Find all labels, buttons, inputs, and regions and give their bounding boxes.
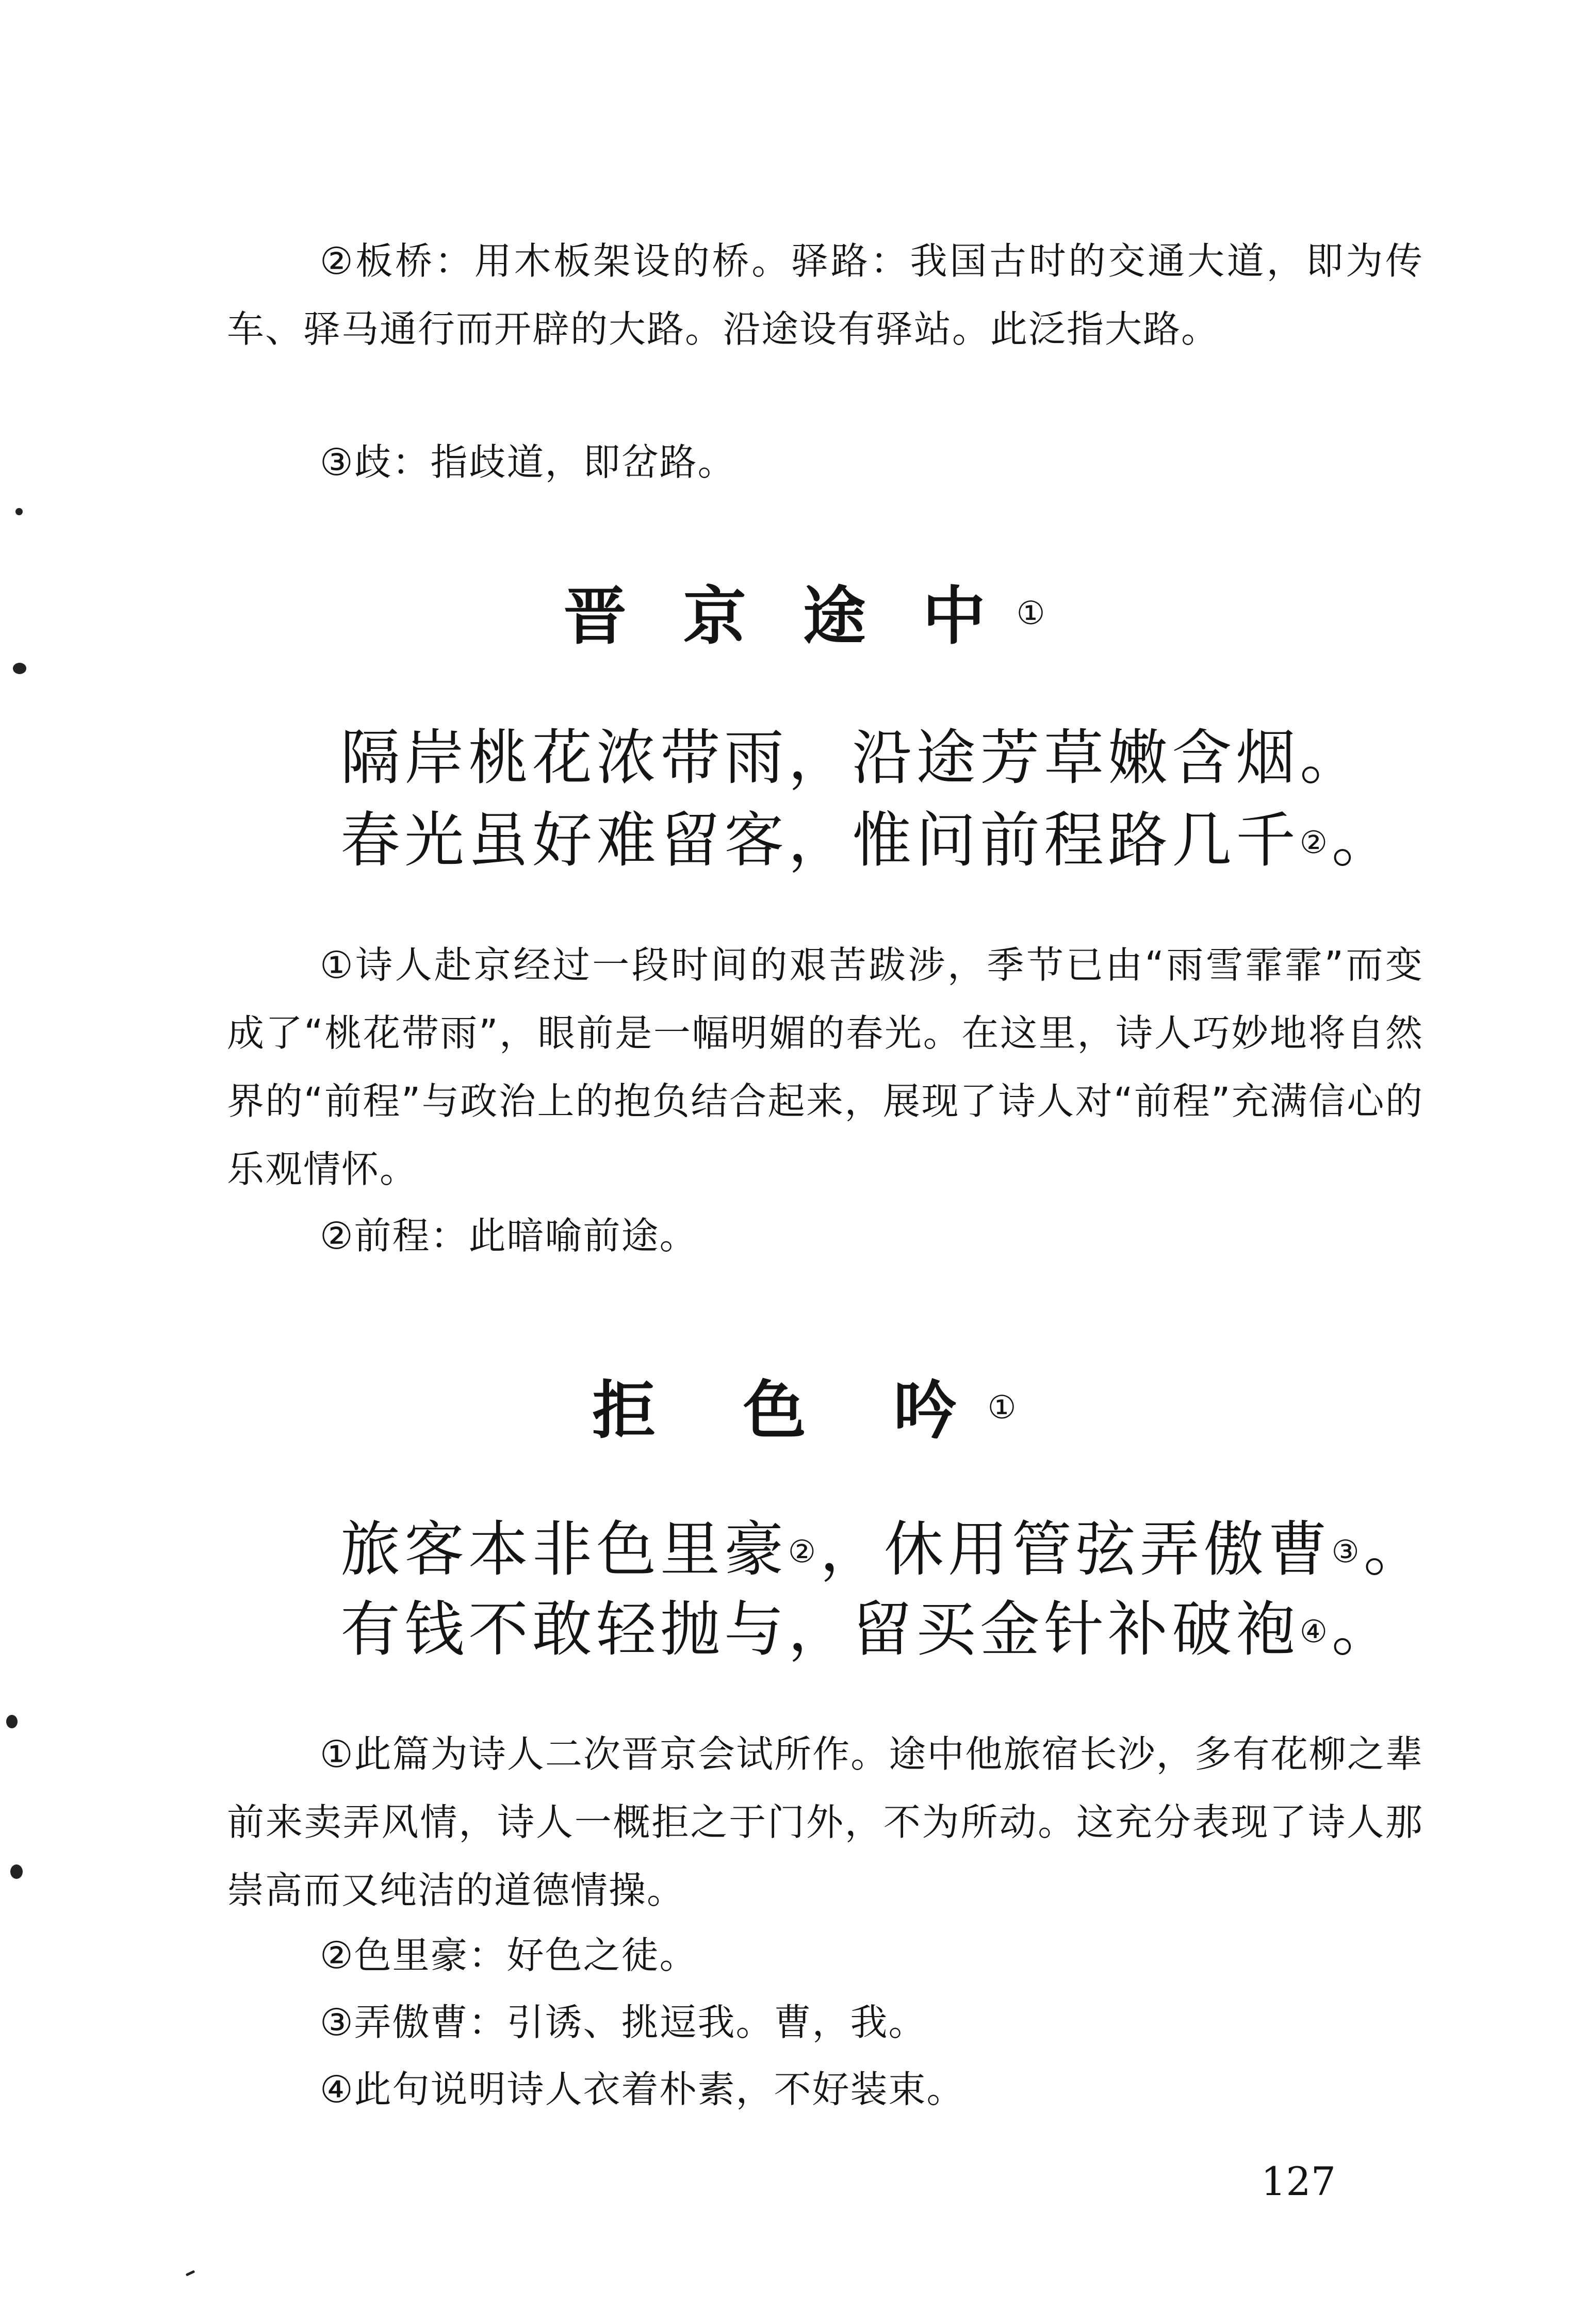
- scan-speck: [6, 1715, 18, 1728]
- verse-text: 旅客本非色里豪: [340, 1515, 788, 1584]
- poem2-note-2: ②色里豪：好色之徒。: [320, 1934, 698, 1977]
- title-char: 吟: [893, 1374, 962, 1447]
- title-char: 拒: [592, 1374, 661, 1447]
- poem-line: [340, 719, 1475, 797]
- verse-text: 有钱不敢轻抛与，留买金针补破袍: [340, 1595, 1300, 1664]
- footnote-marker: ②: [788, 1534, 820, 1570]
- verse-text: 春光虽好难留客，惟问前程路几千: [340, 806, 1300, 875]
- scan-speck: [10, 1864, 23, 1879]
- title-char: 色: [743, 1374, 811, 1447]
- title-char: 晋: [563, 580, 632, 653]
- note-bridge-road: ②板桥：用木板架设的桥。驿路：我国古时的交通大道，即为传车、驿马通行而开辟的大路。沿途设有驿站。此泛指大路。: [227, 239, 1423, 351]
- scan-speck: [186, 2270, 195, 2276]
- poem2-note-3: ③弄傲曹：引诱、挑逗我。曹，我。: [320, 2001, 927, 2044]
- title-char: 中: [922, 580, 991, 653]
- footnote-marker: ③: [1331, 1534, 1364, 1570]
- scan-speck: [15, 508, 23, 515]
- poem-title-juse-yin: [0, 1369, 1588, 1452]
- footnote-marker: ④: [1300, 1614, 1332, 1650]
- poem2-note-1: ①此篇为诗人二次晋京会试所作。途中他旅宿长沙，多有花柳之辈前来卖弄风情，诗人一概拒之于门外，不为所动。这充分表现了诗人那崇高而又纯洁的道德情操。: [227, 1732, 1423, 1912]
- footnote-marker: ②: [1300, 825, 1332, 861]
- poem-line: [340, 1511, 1475, 1589]
- verse-punct: 。: [1331, 806, 1396, 875]
- poem-line: [340, 802, 1475, 879]
- verse-text: 隔岸桃花浓带雨，沿途芳草嫩含烟。: [340, 723, 1364, 793]
- poem-line: [340, 1591, 1475, 1668]
- page-number: 127: [1261, 2158, 1336, 2204]
- poem-title-jinjing-tuzhong: [0, 575, 1588, 658]
- poem2-note-4: ④此句说明诗人衣着朴素，不好装束。: [320, 2068, 965, 2111]
- verse-punct: 。: [1331, 1595, 1396, 1664]
- verse-punct: 。: [1363, 1515, 1428, 1584]
- scan-speck: [13, 663, 26, 674]
- poem1-note-2: ②前程：此暗喻前途。: [320, 1214, 698, 1257]
- footnote-marker: ①: [1016, 594, 1051, 632]
- poem1-note-1: ①诗人赴京经过一段时间的艰苦跋涉，季节已由“雨雪霏霏”而变成了“桃花带雨”，眼前是一幅明媚的春光。在这里，诗人巧妙地将自然界的“前程”与政治上的抱负结合起来，展现了诗人对“前程”充满信心的乐观情怀。: [227, 943, 1423, 1191]
- title-char: 途: [803, 580, 871, 653]
- footnote-marker: ①: [987, 1388, 1022, 1426]
- note-fork-road: ③歧：指歧道，即岔路。: [320, 440, 736, 484]
- verse-text: ，休用管弦弄傲曹: [820, 1515, 1332, 1584]
- title-char: 京: [683, 580, 751, 653]
